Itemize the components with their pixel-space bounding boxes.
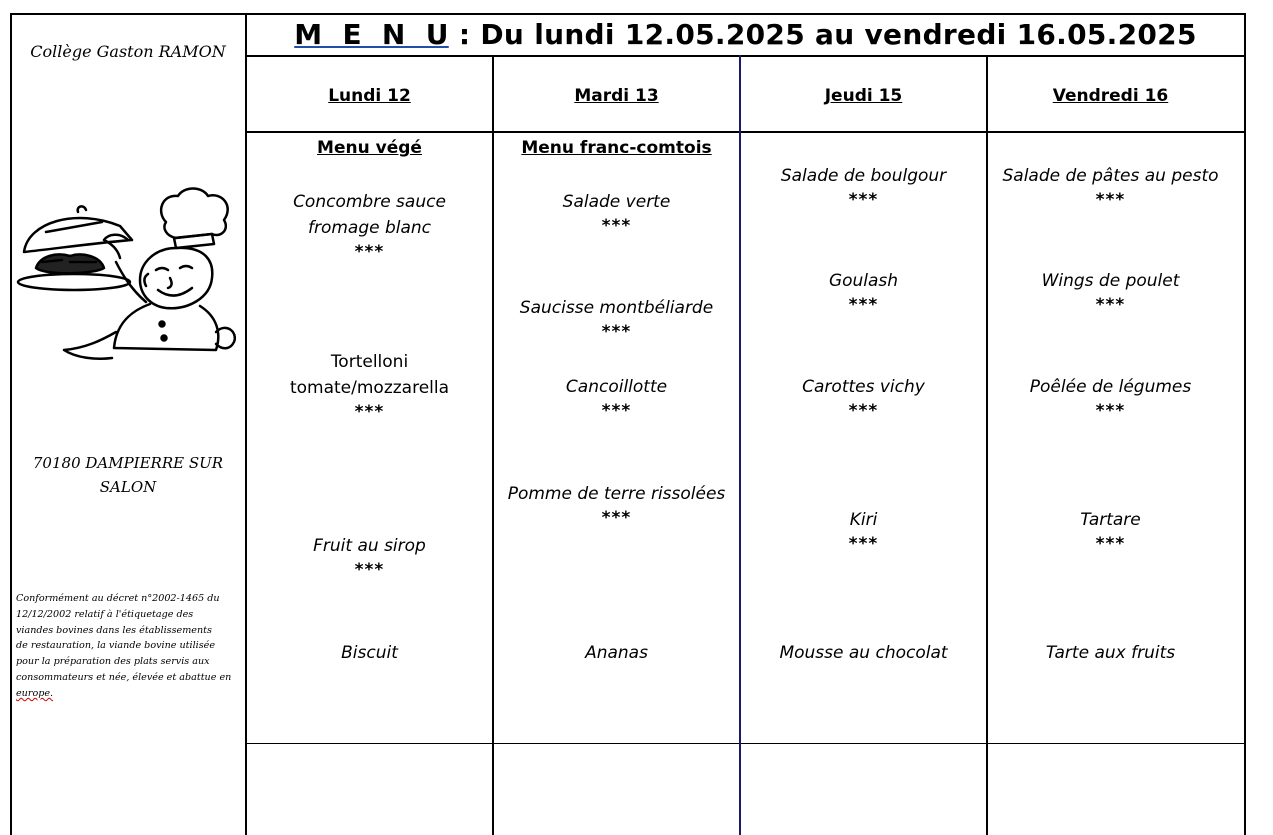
dish-separator: *** — [601, 508, 632, 528]
dish-name: Saucisse montbéliarde — [519, 298, 714, 318]
dish-name: Wings de poulet — [1041, 271, 1180, 291]
column-divider-2 — [739, 55, 741, 835]
legal-notice-line: viandes bovines dans les établissements — [16, 624, 212, 636]
column-divider-left — [245, 13, 247, 835]
frame-top — [10, 13, 1246, 15]
day-row-line — [245, 131, 1246, 133]
dish-separator: *** — [1095, 534, 1126, 554]
school-address: 70180 DAMPIERRE SUR SALON — [32, 454, 224, 496]
dish-separator: *** — [1095, 295, 1126, 315]
dish-name: Salade verte — [562, 192, 671, 212]
dish-name: Tarte aux fruits — [1045, 643, 1176, 663]
dish-separator: *** — [601, 216, 632, 236]
dish-separator: *** — [354, 402, 385, 422]
dish-separator: *** — [848, 401, 879, 421]
dish-item — [250, 533, 490, 581]
dish-name: Carottes vichy — [802, 377, 925, 397]
legal-notice-line: europe. — [16, 687, 54, 699]
dish-item — [991, 268, 1231, 316]
menu-theme-2: Menu franc-comtois — [521, 138, 712, 158]
column-divider-1 — [492, 55, 494, 835]
menu-title — [247, 18, 1244, 51]
legal-notice-line: 12/12/2002 relatif à l'étiquetage des — [16, 608, 194, 620]
day-header-2: Mardi 13 — [574, 86, 659, 106]
dish-name: Salade de boulgour — [780, 166, 947, 186]
dish-name: Cancoillotte — [565, 377, 668, 397]
header-line — [245, 55, 1246, 57]
dish-name: Poêlée de légumes — [1029, 377, 1192, 397]
dish-name: Biscuit — [341, 643, 398, 663]
day-header-3: Jeudi 15 — [824, 86, 903, 106]
dish-item — [497, 640, 737, 666]
dish-item — [497, 295, 737, 343]
dish-separator: *** — [848, 534, 879, 554]
dish-item — [991, 507, 1231, 555]
frame-left — [10, 13, 12, 835]
dish-item — [497, 481, 737, 529]
dish-name: Fruit au sirop — [313, 536, 426, 556]
dish-item — [991, 640, 1231, 666]
dish-separator: *** — [1095, 190, 1126, 210]
legal-notice-line: de restauration, la viande bovine utilisée — [16, 640, 216, 652]
dish-separator: *** — [1095, 401, 1126, 421]
dish-item — [497, 374, 737, 422]
bottom-row-line — [245, 743, 1246, 744]
dish-name: Kiri — [849, 510, 878, 530]
dish-name: Concombre sauce fromage blanc — [293, 192, 446, 238]
chef-illustration — [16, 182, 240, 364]
dish-item — [991, 374, 1231, 422]
dish-name: Tortelloni tomate/mozzarella — [289, 352, 450, 398]
dish-name: Goulash — [828, 271, 899, 291]
dish-separator: *** — [354, 242, 385, 262]
dish-item — [991, 163, 1231, 211]
dish-item — [497, 189, 737, 237]
dish-item — [744, 507, 984, 555]
dish-item — [285, 189, 455, 263]
school-name: Collège Gaston RAMON — [30, 42, 226, 61]
dish-item — [270, 349, 470, 423]
dish-name: Tartare — [1080, 510, 1141, 530]
legal-notice-line: consommateurs et née, élevée et abattue en — [16, 671, 232, 683]
column-divider-3 — [986, 55, 988, 835]
day-header-1: Lundi 12 — [328, 86, 411, 106]
day-header-4: Vendredi 16 — [1052, 86, 1169, 106]
dish-name: Salade de pâtes au pesto — [1002, 166, 1219, 186]
dish-separator: *** — [354, 560, 385, 580]
menu-period: : Du lundi 12.05.2025 au vendredi 16.05.2025 — [458, 18, 1197, 51]
dish-item — [744, 268, 984, 316]
dish-separator: *** — [848, 295, 879, 315]
legal-notice-line: Conformément au décret n°2002-1465 du — [16, 593, 220, 604]
menu-theme-1: Menu végé — [317, 138, 422, 158]
dish-item — [744, 640, 984, 666]
dish-item — [744, 163, 984, 211]
dish-separator: *** — [848, 190, 879, 210]
frame-right — [1244, 13, 1246, 835]
dish-item — [744, 374, 984, 422]
legal-notice — [16, 591, 242, 702]
dish-separator: *** — [601, 401, 632, 421]
menu-word: M E N U — [294, 18, 449, 51]
legal-notice-line: pour la préparation des plats servis aux — [16, 656, 210, 668]
dish-separator: *** — [601, 322, 632, 342]
dish-name: Pomme de terre rissolées — [507, 484, 726, 504]
dish-item — [250, 640, 490, 666]
dish-name: Mousse au chocolat — [779, 643, 948, 663]
dish-name: Ananas — [585, 643, 648, 663]
